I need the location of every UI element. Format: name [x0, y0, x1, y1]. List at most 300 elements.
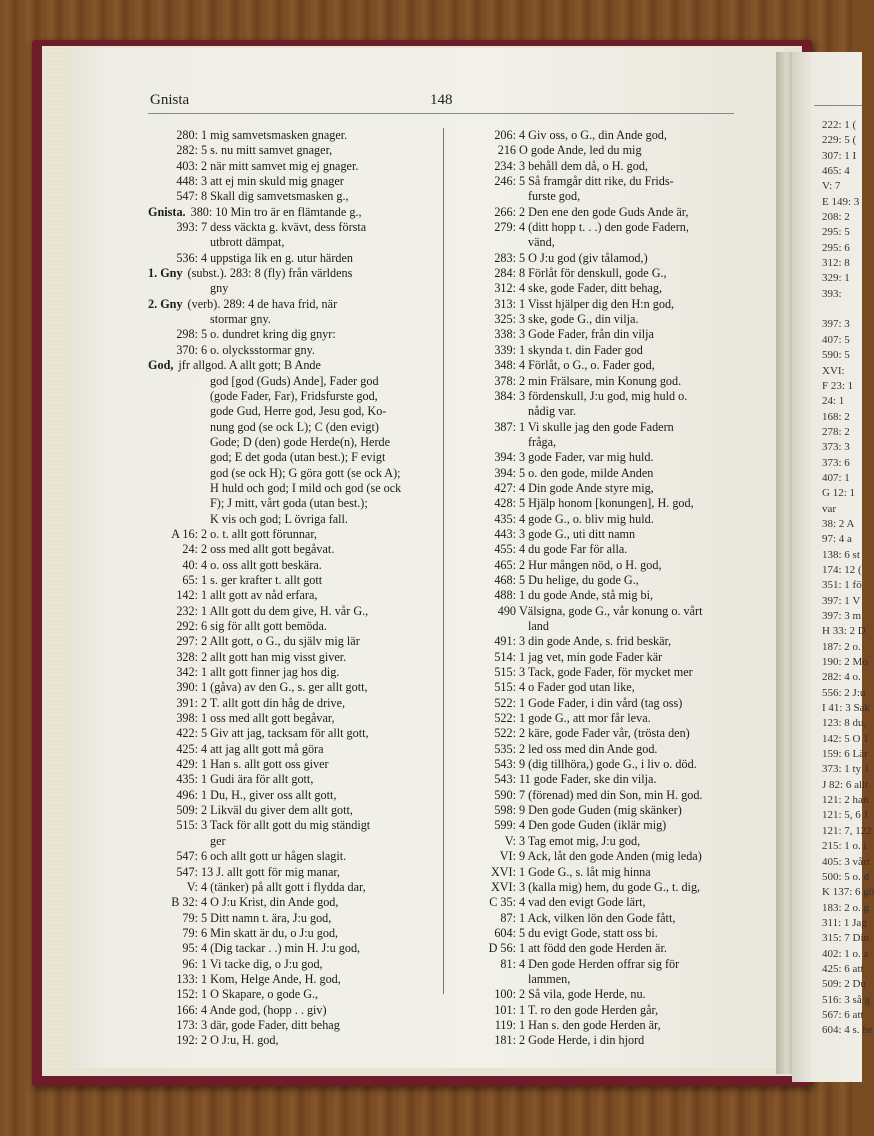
- facing-page-fragment: 407: 5: [822, 333, 850, 346]
- hymn-reference: 435:: [176, 772, 198, 787]
- page-number: 148: [430, 92, 453, 108]
- entry-text: 1 skynda t. din Fader god: [519, 342, 643, 357]
- hymn-reference: 387:: [494, 419, 516, 434]
- entry-text: 5 Hjälp honom [konungen], H. god,: [519, 496, 694, 511]
- entry-text: Gode; D (den) gode Herde(n), Herde: [210, 434, 391, 449]
- continuation-line: [148, 235, 434, 250]
- index-entry: [466, 696, 736, 711]
- hymn-reference: 81:: [500, 956, 516, 971]
- index-entry: [466, 1033, 736, 1048]
- facing-page-fragment: 373: 1 ty 1: [822, 763, 870, 776]
- right-column: [466, 128, 736, 1049]
- entry-text: Välsigna, gode G., vår konung o. vårt: [519, 603, 703, 618]
- hymn-reference: 429:: [176, 757, 198, 772]
- facing-page-fragment: 295: 5: [822, 226, 850, 239]
- index-entry: [148, 251, 434, 266]
- entry-text: furste god,: [528, 189, 581, 204]
- index-headword-line: [148, 205, 434, 220]
- continuation-line: [148, 312, 434, 327]
- facing-page-fragment: 121: 2 han: [822, 794, 869, 807]
- index-entry: [466, 588, 736, 603]
- hymn-reference: 101:: [494, 1002, 516, 1017]
- entry-text: 6 sig för allt gott bemöda.: [201, 619, 327, 633]
- entry-text: 5 Giv att jag, tacksam för allt gott,: [201, 726, 369, 741]
- index-entry: [148, 665, 434, 680]
- continuation-line: [148, 834, 434, 849]
- index-entry: [466, 650, 736, 665]
- hymn-reference: 339:: [494, 342, 516, 357]
- index-entry: [466, 634, 736, 649]
- entry-text: 2 T. allt gott din håg de drive,: [201, 695, 346, 710]
- hymn-reference: 313:: [494, 296, 516, 311]
- hymn-reference: 370:: [176, 342, 198, 357]
- entry-text: gode Gud, Herre god, Jesu god, Ko-: [210, 404, 387, 419]
- index-headword-line: [148, 358, 434, 373]
- hymn-reference: 119:: [494, 1017, 516, 1032]
- facing-page-fragment: 97: 4 a: [822, 533, 852, 546]
- entry-text: 4 Den gode Herden offrar sig för: [519, 956, 680, 971]
- entry-text: 2 Hur mången nöd, o H. god,: [519, 557, 662, 572]
- facing-page-fragment: I 41: 3 Sak: [822, 702, 870, 715]
- index-entry: [466, 542, 736, 557]
- facing-page-fragment: 282: 4 o.: [822, 671, 861, 684]
- index-entry: [466, 374, 736, 389]
- entry-text: stormar gny.: [210, 312, 271, 327]
- hymn-reference: XVI:: [490, 879, 516, 894]
- continuation-line: [148, 374, 434, 389]
- facing-page-fragment: 402: 1 o. a: [822, 947, 869, 960]
- hymn-reference: 394:: [494, 450, 516, 465]
- hymn-reference: 342:: [176, 665, 198, 680]
- index-entry: [148, 143, 434, 158]
- continuation-line: [148, 404, 434, 419]
- facing-page-fragment: 407: 1: [822, 471, 850, 484]
- hymn-reference: 284:: [494, 266, 516, 281]
- index-entry: [148, 542, 434, 557]
- index-entry: [466, 987, 736, 1002]
- facing-page-fragment: 168: 2: [822, 410, 850, 423]
- hymn-reference: 192:: [176, 1033, 198, 1048]
- index-entry: [148, 527, 434, 542]
- entry-text: jfr allgod. A allt gott; B Ande: [178, 358, 321, 373]
- entry-text: 1 allt gott finner jag hos dig.: [201, 665, 340, 680]
- entry-text: 2 min Frälsare, min Konung god.: [519, 373, 682, 388]
- facing-page-fragment: 425: 6 att: [822, 962, 864, 975]
- entry-text: god (se ock H); G göra gott (se ock A);: [210, 465, 401, 480]
- facing-page-fragment: 397: 3: [822, 318, 850, 331]
- facing-page-fragment: 307: 1 I: [822, 149, 857, 162]
- hymn-reference: 535:: [494, 741, 516, 756]
- facing-page-fragment: 138: 6 st: [822, 548, 860, 561]
- index-entry: [148, 327, 434, 342]
- hymn-reference: 536:: [176, 250, 198, 265]
- hymn-reference: 422:: [176, 726, 198, 741]
- entry-text: 2 Gode Herde, i din hjord: [519, 1033, 645, 1048]
- index-entry: [466, 251, 736, 266]
- hymn-reference: B 32:: [171, 895, 198, 910]
- entry-text: 1 O Skapare, o gode G.,: [201, 987, 319, 1002]
- facing-page-fragment: 516: 3 så g: [822, 993, 870, 1006]
- index-entry: [148, 634, 434, 649]
- index-entry: [466, 818, 736, 833]
- entry-text: 1 Vi tacke dig, o J:u god,: [201, 956, 323, 971]
- entry-text: 5 Så framgår ditt rike, du Frids-: [519, 174, 674, 189]
- hymn-reference: 425:: [176, 741, 198, 756]
- facing-page-fragment: 397: 3 m: [822, 610, 862, 622]
- index-entry: [466, 895, 736, 910]
- hymn-reference: XVI:: [490, 864, 516, 879]
- entry-text: 6 Min skatt är du, o J:u god,: [201, 925, 339, 940]
- hymn-reference: 325:: [494, 312, 516, 327]
- hymn-reference: 547:: [176, 849, 198, 864]
- hymn-reference: 468:: [494, 572, 516, 587]
- index-entry: [466, 389, 736, 404]
- hymn-reference: 598:: [494, 803, 516, 818]
- facing-page-fragment: 208: 2: [822, 211, 850, 224]
- facing-page-fragment: 373: 6: [822, 456, 850, 469]
- entry-text: 1 att född den gode Herden är.: [519, 941, 667, 956]
- index-entry: [466, 420, 736, 435]
- hymn-reference: C 35:: [489, 895, 516, 910]
- index-headword-line: [148, 266, 434, 281]
- index-entry: [466, 266, 736, 281]
- entry-text: 4 o. oss allt gott beskära.: [201, 557, 322, 572]
- index-entry: [466, 726, 736, 741]
- headword: 1. Gny: [148, 266, 183, 281]
- entry-text: 1 Allt gott du dem give, H. vår G.,: [201, 603, 369, 618]
- continuation-line: [466, 404, 736, 419]
- entry-text: 6 o. olycksstormar gny.: [201, 342, 315, 357]
- continuation-line: [466, 435, 736, 450]
- entry-text: nådig var.: [528, 404, 577, 419]
- hymn-reference: 292:: [176, 619, 198, 633]
- index-entry: [148, 573, 434, 588]
- running-head: Gnista: [150, 92, 190, 108]
- hymn-reference: 166:: [176, 1002, 198, 1017]
- hymn-reference: 282:: [176, 143, 198, 158]
- entry-text: 2 allt gott han mig visst giver.: [201, 649, 347, 664]
- facing-page-fragment: 500: 5 o. d: [822, 870, 870, 883]
- entry-text: 1 Han s. allt gott oss giver: [201, 757, 329, 772]
- entry-text: 1 Kom, Helge Ande, H. god,: [201, 971, 341, 986]
- facing-page-fragment: 174: 12 (: [822, 563, 862, 576]
- index-entry: [148, 159, 434, 174]
- index-entry: [148, 604, 434, 619]
- hymn-reference: 100:: [494, 987, 516, 1002]
- entry-text: 4 vad den evigt Gode lärt,: [519, 895, 646, 910]
- entry-text: nung god (se ock L); C (den evigt): [210, 419, 379, 434]
- facing-page-fragment: 38: 2 A: [822, 517, 855, 530]
- facing-page-margin-text: [822, 118, 874, 1039]
- facing-page-fragment: G 12: 1: [822, 487, 855, 500]
- hymn-reference: 428:: [494, 496, 516, 511]
- facing-page-fragment: 121: 5, 6 J: [822, 809, 868, 822]
- hymn-reference: 384:: [494, 388, 516, 403]
- hymn-reference: 24:: [182, 542, 198, 557]
- hymn-reference: 297:: [176, 634, 198, 649]
- index-entry: [466, 788, 736, 803]
- hymn-reference: 496:: [176, 787, 198, 802]
- entry-text: 9 (dig tillhöra,) gode G., i liv o. död.: [519, 757, 697, 772]
- entry-text: 1 Visst hjälper dig den H:n god,: [519, 296, 675, 311]
- index-entry: [148, 711, 434, 726]
- facing-page-fragment: E 149: 3: [822, 195, 860, 208]
- index-entry: [148, 558, 434, 573]
- hymn-reference: D 56:: [488, 941, 516, 956]
- index-entry: [148, 1003, 434, 1018]
- index-entry: [466, 496, 736, 511]
- hymn-reference: 142:: [176, 588, 198, 603]
- entry-text: 13 J. allt gott för mig manar,: [201, 864, 340, 879]
- entry-text: 5 o. den gode, milde Anden: [519, 465, 654, 480]
- entry-text: 1 allt gott av nåd erfara,: [201, 588, 318, 603]
- index-entry: [148, 772, 434, 787]
- facing-page-fragment: F 23: 1: [822, 379, 854, 392]
- entry-text: 2 Allt gott, o G., du själv mig lär: [201, 634, 360, 649]
- entry-text: 5 O J:u god (giv tålamod,): [519, 250, 648, 265]
- index-entry: [466, 941, 736, 956]
- continuation-line: [466, 972, 736, 987]
- index-entry: [466, 558, 736, 573]
- index-entry: [148, 865, 434, 880]
- hymn-reference: 348:: [494, 358, 516, 373]
- entry-text: 3 gode Fader, var mig huld.: [519, 450, 654, 465]
- hymn-reference: 465:: [494, 557, 516, 572]
- hymn-reference: 393:: [176, 220, 198, 235]
- facing-page-fragment: var: [822, 502, 837, 515]
- continuation-line: [148, 496, 434, 511]
- facing-page-fragment: 142: 5 O 1: [822, 732, 869, 745]
- entry-text: 5 Ditt namn t. ära, J:u god,: [201, 910, 332, 925]
- entry-text: 3 din gode Ande, s. frid beskär,: [519, 634, 672, 649]
- entry-text: 1 gode G., att mor får leva.: [519, 711, 651, 726]
- entry-text: 9 Ack, låt den gode Anden (mig leda): [519, 849, 702, 864]
- continuation-line: [466, 619, 736, 634]
- index-entry: [148, 650, 434, 665]
- facing-page-fragment: 311: 1 Jag: [822, 916, 867, 929]
- index-entry: [466, 128, 736, 143]
- hymn-reference: 266:: [494, 204, 516, 219]
- index-entry: [466, 957, 736, 972]
- entry-text: 380: 10 Min tro är en flämtande g.,: [190, 204, 362, 219]
- entry-text: 4 Förlåt, o G., o. Fader god,: [519, 358, 655, 373]
- facing-page-fragment: H 33: 2 D: [822, 625, 866, 638]
- index-entry: [466, 312, 736, 327]
- entry-text: H huld och god; I mild och god (se ock: [210, 480, 402, 495]
- facing-page-fragment: 567: 6 att: [822, 1008, 864, 1021]
- entry-text: 4 Ande god, (hopp . . giv): [201, 1002, 327, 1017]
- facing-page-fragment: 24: 1: [822, 395, 845, 408]
- facing-page-fragment: 183: 2 o. g: [822, 901, 870, 914]
- entry-text: 2 O J:u, H. god,: [201, 1033, 279, 1048]
- entry-text: vänd,: [528, 235, 555, 250]
- headword: 2. Gny: [148, 296, 183, 311]
- entry-text: 2 led oss med din Ande god.: [519, 741, 658, 756]
- index-entry: [466, 143, 736, 158]
- index-entry: [466, 865, 736, 880]
- facing-page-fragment: V: 7: [822, 180, 841, 193]
- entry-text: 4 (tänker) på allt gott i flydda dar,: [201, 879, 366, 894]
- index-entry: [466, 1003, 736, 1018]
- hymn-reference: 543:: [494, 772, 516, 787]
- entry-text: 2 o. t. allt gott förunnar,: [201, 526, 317, 541]
- entry-text: 2 oss med allt gott begåvat.: [201, 542, 335, 557]
- index-entry: [466, 512, 736, 527]
- hymn-reference: 65:: [182, 572, 198, 587]
- index-entry: [148, 788, 434, 803]
- facing-page-fragment: 215: 1 o. i: [822, 840, 867, 853]
- entry-text: 3 ske, gode G., din vilja.: [519, 312, 639, 327]
- facing-page-fragment: 295: 6: [822, 241, 850, 254]
- facing-page-fragment: XVI:: [822, 364, 845, 377]
- facing-page-fragment: 222: 1 (: [822, 119, 857, 131]
- entry-text: 1 jag vet, min gode Fader kär: [519, 649, 663, 664]
- index-entry: [466, 358, 736, 373]
- facing-page-fragment: 405: 3 vårt: [822, 855, 870, 868]
- facing-page-fragment: 190: 2 Mo: [822, 656, 868, 669]
- entry-text: 4 ske, gode Fader, ditt behag,: [519, 281, 663, 296]
- index-entry: [148, 895, 434, 910]
- index-entry: [466, 772, 736, 787]
- hymn-reference: 515:: [494, 665, 516, 680]
- hymn-reference: 298:: [176, 327, 198, 342]
- facing-page-fragment: [822, 302, 862, 317]
- index-entry: [466, 711, 736, 726]
- header-rule: [148, 113, 734, 114]
- index-entry: [466, 159, 736, 174]
- facing-page-fragment: 121: 7, 122: [822, 824, 872, 837]
- index-entry: [148, 926, 434, 941]
- facing-page-fragment: 556: 2 J:u: [822, 686, 866, 699]
- entry-text: (gode Fader, Far), Fridsfurste god,: [210, 388, 378, 403]
- entry-text: 3 Tack för allt gott du mig ständigt: [201, 818, 371, 833]
- entry-text: gny: [210, 281, 229, 296]
- hymn-reference: 96:: [182, 956, 198, 971]
- entry-text: utbrott dämpat,: [210, 235, 285, 250]
- hymn-reference: 515:: [494, 680, 516, 695]
- entry-text: 3 behåll dem då, o H. god,: [519, 158, 648, 173]
- index-entry: [148, 619, 434, 634]
- entry-text: 1 Vi skulle jag den gode Fadern: [519, 419, 674, 434]
- hymn-reference: 216: [497, 143, 516, 158]
- hymn-reference: 206:: [494, 128, 516, 142]
- hymn-reference: 280:: [176, 128, 198, 142]
- index-entry: [466, 926, 736, 941]
- facing-page-fragment: 590: 5: [822, 349, 850, 362]
- index-entry: [466, 834, 736, 849]
- index-entry: [148, 1033, 434, 1048]
- index-entry: [466, 174, 736, 189]
- hymn-reference: 599:: [494, 818, 516, 833]
- index-entry: [466, 466, 736, 481]
- facing-page-fragment: 278: 2: [822, 425, 850, 438]
- index-entry: [148, 128, 434, 143]
- hymn-reference: 490: [497, 603, 516, 618]
- entry-text: 4 gode G., o. bliv mig huld.: [519, 511, 654, 526]
- hymn-reference: V:: [504, 833, 516, 848]
- index-entry: [148, 957, 434, 972]
- hymn-reference: A 16:: [171, 526, 198, 541]
- index-entry: [148, 696, 434, 711]
- continuation-line: [466, 189, 736, 204]
- hymn-reference: 390:: [176, 680, 198, 695]
- entry-text: 3 (kalla mig) hem, du gode G., t. dig,: [519, 879, 701, 894]
- entry-text: 1 Du, H., giver oss allt gott,: [201, 787, 337, 802]
- facing-page-fragment: 329: 1: [822, 272, 850, 285]
- index-entry: [148, 189, 434, 204]
- hymn-reference: 547:: [176, 864, 198, 879]
- entry-text: 3 fördenskull, J:u god, mig huld o.: [519, 388, 688, 403]
- hymn-reference: 95:: [182, 941, 198, 956]
- hymn-reference: 398:: [176, 711, 198, 726]
- index-entry: [466, 343, 736, 358]
- entry-text: fråga,: [528, 434, 557, 449]
- hymn-reference: 455:: [494, 542, 516, 557]
- hymn-reference: 87:: [500, 910, 516, 925]
- entry-text: god; E det goda (utan best.); F evigt: [210, 450, 386, 465]
- index-headword-line: [148, 297, 434, 312]
- hymn-reference: 133:: [176, 971, 198, 986]
- entry-text: lammen,: [528, 971, 571, 986]
- index-entry: [466, 849, 736, 864]
- entry-text: 3 Gode Fader, från din vilja: [519, 327, 654, 342]
- entry-text: 1 Gode Fader, i din vård (tag oss): [519, 695, 683, 710]
- facing-page-fragment: K 137: 6 gö: [822, 886, 874, 899]
- index-entry: [148, 174, 434, 189]
- entry-text: 2 Så vila, gode Herde, nu.: [519, 987, 646, 1002]
- entry-text: K vis och god; L övriga fall.: [210, 511, 348, 526]
- facing-page-fragment: 187: 2 o.: [822, 640, 861, 653]
- entry-text: 1 Han s. den gode Herden är,: [519, 1017, 661, 1032]
- index-entry: [466, 680, 736, 695]
- entry-text: ger: [210, 833, 226, 848]
- hymn-reference: 522:: [494, 711, 516, 726]
- index-entry: [466, 327, 736, 342]
- hymn-reference: 338:: [494, 327, 516, 342]
- continuation-line: [148, 466, 434, 481]
- entry-text: 3 där, gode Fader, ditt behag: [201, 1017, 340, 1032]
- entry-text: 5 o. dundret kring dig gnyr:: [201, 327, 336, 342]
- entry-text: 3 gode G., uti ditt namn: [519, 526, 636, 541]
- index-entry: [148, 818, 434, 833]
- facing-page-fragment: 465: 4: [822, 165, 850, 178]
- entry-text: 6 och allt gott ur hågen slagit.: [201, 849, 347, 864]
- entry-text: (verb). 289: 4 de hava frid, när: [187, 296, 338, 311]
- facing-page-fragment: 509: 2 Du: [822, 978, 866, 991]
- index-entry: [148, 911, 434, 926]
- facing-page-fragment: 159: 6 Lär: [822, 748, 868, 761]
- entry-text: 7 dess väckta g. kvävt, dess första: [201, 220, 367, 235]
- index-entry: [466, 527, 736, 542]
- entry-text: 2 käre, gode Fader vår, (trösta den): [519, 726, 690, 741]
- hymn-reference: 443:: [494, 526, 516, 541]
- entry-text: O gode Ande, led du mig: [519, 143, 642, 158]
- entry-text: F); J mitt, vårt goda (utan best.);: [210, 496, 368, 511]
- hymn-reference: 312:: [494, 281, 516, 296]
- entry-text: 4 Giv oss, o G., din Ande god,: [519, 128, 667, 142]
- hymn-reference: 543:: [494, 757, 516, 772]
- entry-text: 4 (ditt hopp t. . .) den gode Fadern,: [519, 220, 689, 235]
- hymn-reference: 509:: [176, 803, 198, 818]
- hymn-reference: 547:: [176, 189, 198, 204]
- hymn-reference: 448:: [176, 174, 198, 189]
- entry-text: 5 s. nu mitt samvet gnager,: [201, 143, 333, 158]
- index-entry: [466, 803, 736, 818]
- facing-page-fragment: 397: 1 V: [822, 594, 861, 607]
- entry-text: land: [528, 619, 549, 633]
- hymn-reference: 522:: [494, 726, 516, 741]
- hymn-reference: V:: [186, 879, 198, 894]
